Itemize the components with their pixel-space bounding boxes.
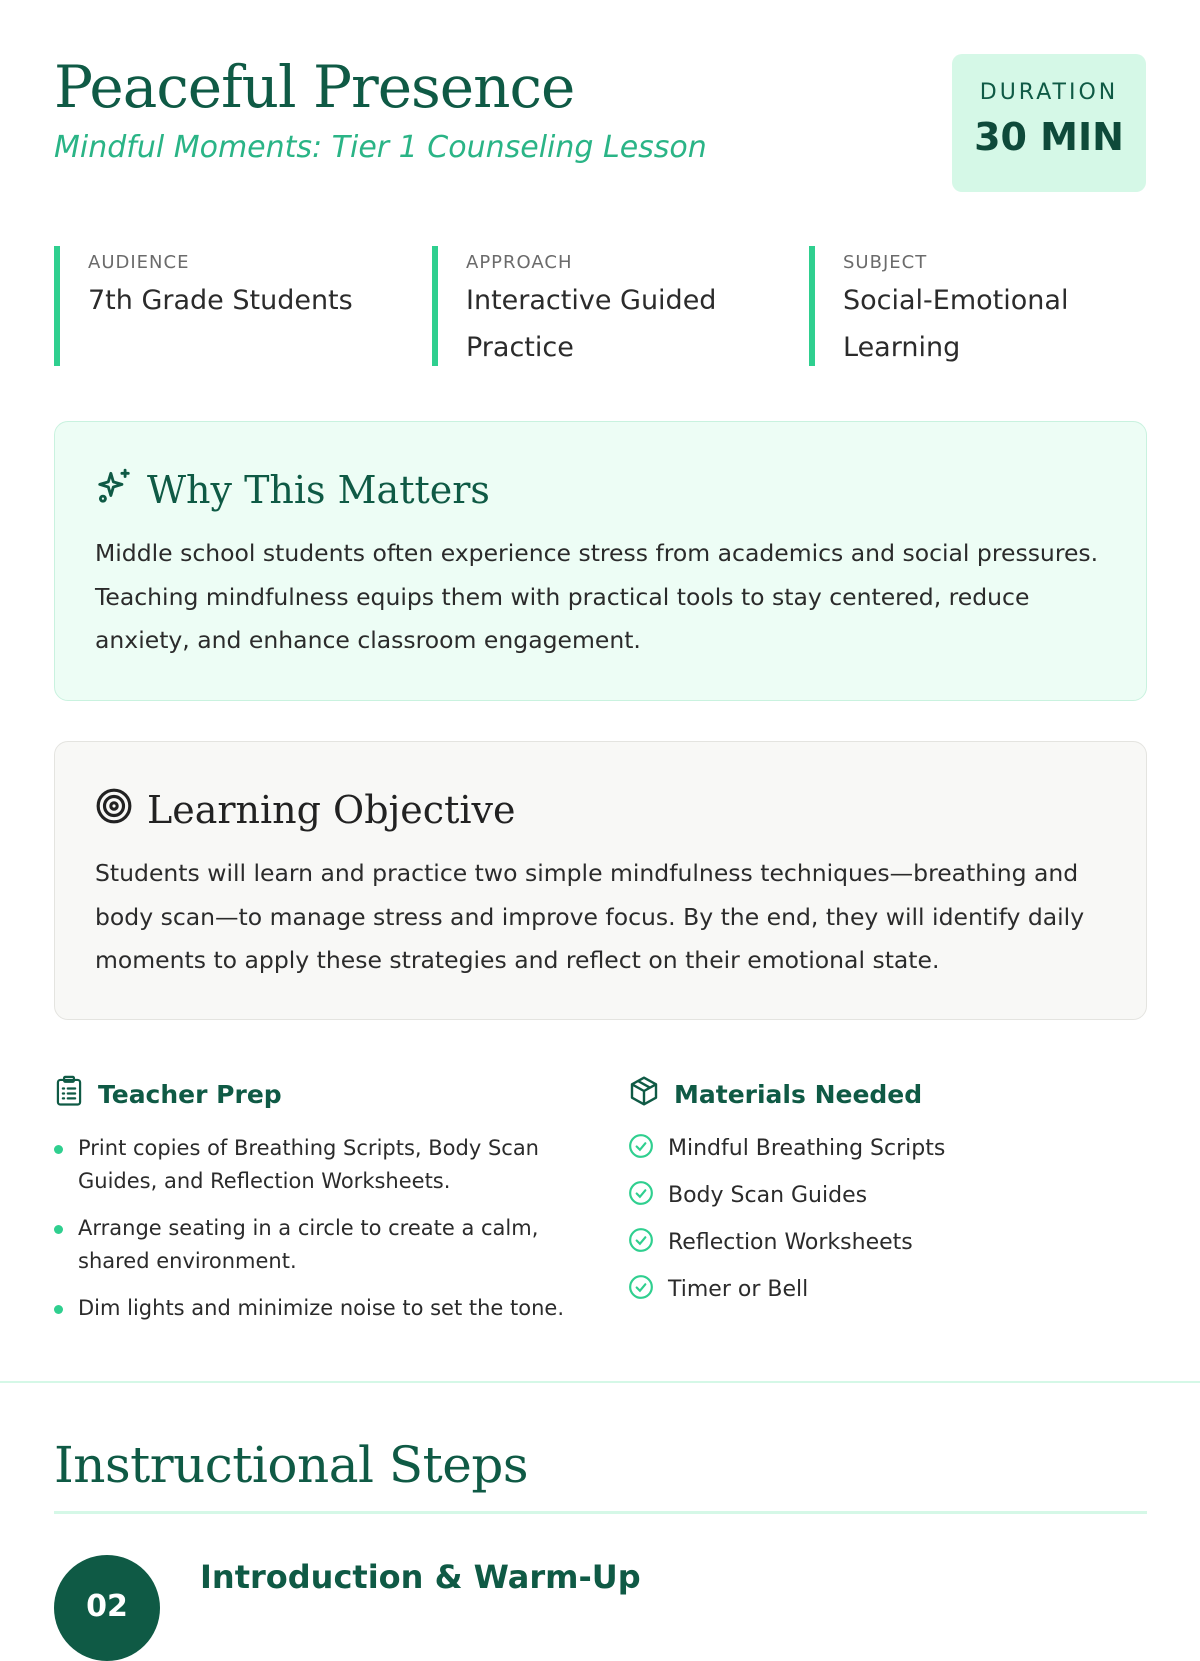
step-title: Introduction & Warm-Up [200, 1558, 641, 1596]
prep-heading [54, 1076, 614, 1112]
section-divider [0, 1381, 1200, 1383]
meta-approach [432, 246, 762, 366]
check-circle-icon [628, 1133, 654, 1165]
objective-title: Learning Objective [147, 788, 516, 832]
why-text: Middle school students often experience stress from academics and social pressures. Teaching mindfulness equips them with practical tools to stay centered, reduce anxiety, and enhance classroom engagement. [95, 539, 1099, 654]
prep-item-text: Dim lights and minimize noise to set the tone. [78, 1296, 565, 1320]
check-circle-icon [628, 1180, 654, 1212]
why-this-matters-card [54, 421, 1147, 701]
materials-section [628, 1076, 1148, 1320]
materials-heading [628, 1076, 1148, 1112]
package-icon [628, 1075, 660, 1113]
list-item [54, 1212, 574, 1278]
prep-item-text: Arrange seating in a circle to create a calm, shared environment. [78, 1216, 539, 1273]
materials-list [628, 1132, 1148, 1306]
bullet-icon [54, 1145, 63, 1154]
meta-subject [809, 246, 1139, 366]
meta-value: 7th Grade Students [88, 285, 353, 316]
target-icon [95, 787, 133, 834]
check-circle-icon [628, 1274, 654, 1306]
material-item-text: Body Scan Guides [668, 1183, 868, 1208]
objective-text: Students will learn and practice two simple mindfulness techniques—breathing and body scan—to manage stress and improve focus. By the end, they will identify daily moments to apply these strategies and reflect on their emotional state. [95, 859, 1085, 974]
prep-list [54, 1132, 614, 1325]
meta-value: Social-Emotional Learning [843, 285, 1069, 363]
list-item [628, 1179, 1148, 1212]
objective-heading [95, 782, 1106, 838]
list-item [54, 1292, 574, 1325]
meta-value: Interactive Guided Practice [466, 285, 717, 363]
material-item-text: Mindful Breathing Scripts [668, 1136, 946, 1161]
check-circle-icon [628, 1227, 654, 1259]
bullet-icon [54, 1225, 63, 1234]
steps-underline [54, 1511, 1147, 1514]
why-heading [95, 462, 1106, 518]
duration-value: 30 MIN [974, 115, 1124, 159]
duration-label: DURATION [979, 80, 1119, 105]
sparkles-icon [95, 467, 133, 514]
meta-label: AUDIENCE [88, 252, 190, 273]
steps-title: Instructional Steps [54, 1436, 528, 1494]
list-item [628, 1273, 1148, 1306]
clipboard-icon [54, 1075, 84, 1113]
bullet-icon [54, 1305, 63, 1314]
list-item [54, 1132, 574, 1198]
list-item [628, 1132, 1148, 1165]
learning-objective-card [54, 741, 1147, 1020]
meta-label: APPROACH [466, 252, 573, 273]
meta-audience [54, 246, 384, 366]
prep-item-text: Print copies of Breathing Scripts, Body Scan Guides, and Reflection Worksheets. [78, 1136, 539, 1193]
list-item [628, 1226, 1148, 1259]
duration-badge [952, 54, 1146, 192]
step-number-badge: 02 [54, 1555, 160, 1661]
prep-title: Teacher Prep [98, 1079, 282, 1109]
lesson-header [54, 52, 1146, 202]
meta-label: SUBJECT [843, 252, 928, 273]
material-item-text: Reflection Worksheets [668, 1230, 913, 1255]
page-subtitle: Mindful Moments: Tier 1 Counseling Lesson [54, 130, 707, 165]
page-title: Peaceful Presence [54, 53, 575, 121]
why-title: Why This Matters [147, 468, 490, 512]
materials-title: Materials Needed [674, 1079, 923, 1109]
material-item-text: Timer or Bell [668, 1277, 809, 1302]
teacher-prep-section [54, 1076, 614, 1339]
